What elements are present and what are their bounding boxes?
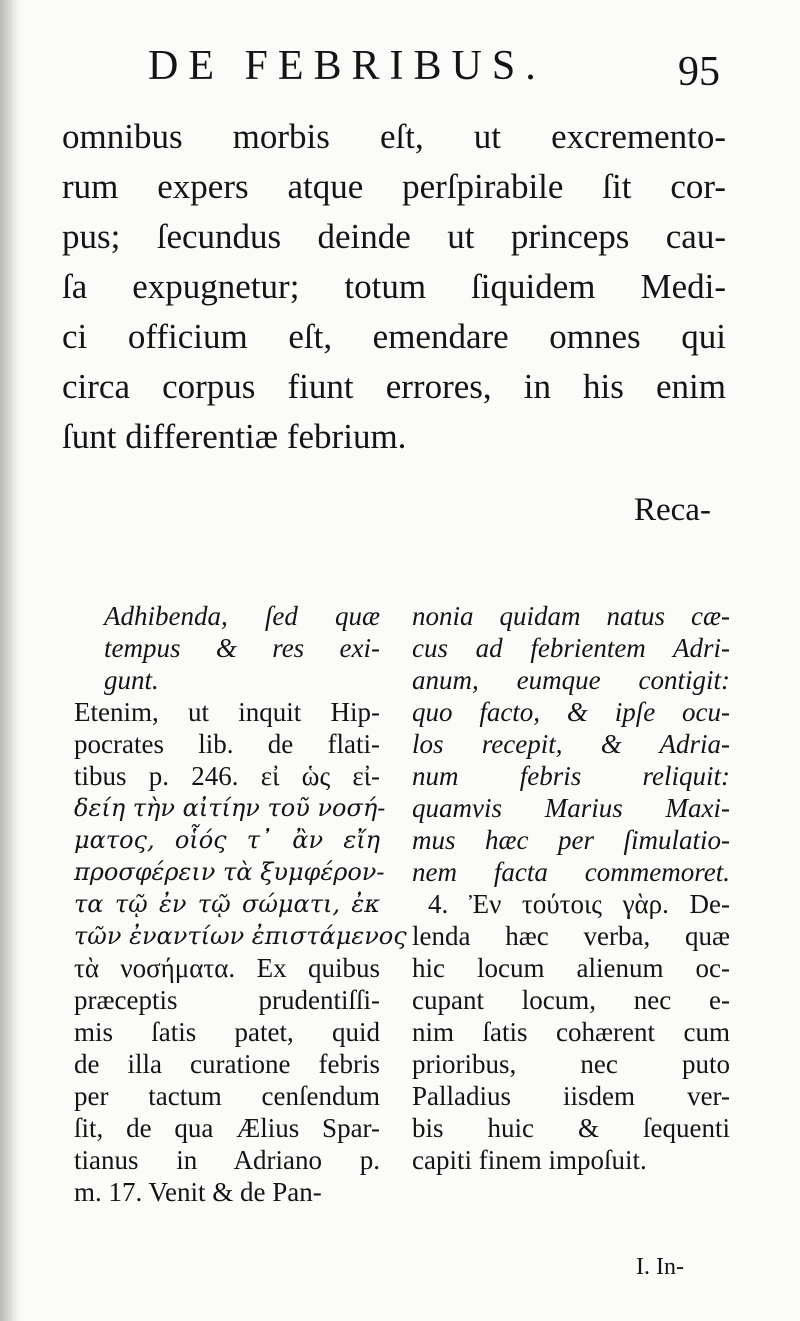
footer-catchword: I. In-: [636, 1254, 684, 1280]
note-line: τὰ νοσήματα. Ex quibus: [74, 953, 380, 983]
note-line: cus ad febrientem Adri-: [412, 633, 730, 663]
main-text-line: ſa expugnetur; totum ſiquidem Medi-: [62, 267, 726, 306]
note-line: gunt.: [104, 665, 159, 695]
note-line: pocrates lib. de flati-: [74, 729, 380, 759]
note-line: prioribus, nec puto: [412, 1049, 730, 1079]
note-line: nem facta commemoret.: [412, 857, 730, 887]
notes-left-column: [74, 600, 407, 1208]
note-line-greek: τῶν ἐναντίων ἐπιστάμενος: [74, 922, 407, 950]
note-line: 4. Ἐν τούτοις γὰρ. De-: [428, 889, 730, 919]
note-line: bis huic & ſequenti: [412, 1113, 730, 1143]
note-line: præceptis prudentiſſi-: [74, 985, 380, 1015]
note-line: Palladius iisdem ver-: [412, 1081, 730, 1111]
note-line: per tactum cenſendum: [74, 1081, 380, 1111]
main-text-line: pus; ſecundus deinde ut princeps cau-: [62, 217, 726, 256]
note-line: num febris reliquit:: [412, 761, 730, 791]
note-line-greek: δείη τὴν αἰτίην τοῦ νοσή-: [74, 794, 386, 822]
main-text-line: circa corpus fiunt errores, in his enim: [62, 367, 726, 406]
note-line: tibus p. 246. εἰ ὡς εἰ-: [74, 761, 380, 791]
main-text-line: ſunt differentiæ febrium.: [62, 417, 407, 456]
running-head: [0, 38, 800, 98]
note-line: cupant locum, nec e-: [412, 985, 730, 1015]
note-line: quo facto, & ipſe ocu-: [412, 697, 730, 727]
note-line: capiti finem impoſuit.: [412, 1145, 647, 1175]
note-line: mis ſatis patet, quid: [74, 1017, 380, 1047]
note-line-greek: ματος, οἷός τ᾽ ἂν εἴη: [74, 826, 380, 854]
note-line: Etenim, ut inquit Hip-: [74, 697, 380, 727]
note-line: hic locum alienum oc-: [412, 953, 730, 983]
running-title: DE FEBRIBUS.: [148, 43, 546, 89]
page-number: 95: [678, 49, 720, 95]
note-line: m. 17. Venit & de Pan-: [74, 1177, 322, 1207]
notes-right-column: [412, 600, 730, 1176]
note-line: lenda hæc verba, quæ: [412, 921, 730, 951]
note-line: nim ſatis cohærent cum: [412, 1017, 730, 1047]
catchword: Reca-: [634, 492, 711, 528]
note-line: de illa curatione febris: [74, 1049, 380, 1079]
main-text-line: omnibus morbis eſt, ut excremento-: [62, 117, 726, 156]
note-line: anum, eumque contigit:: [412, 665, 730, 695]
main-text-line: ci officium eſt, emendare omnes qui: [62, 317, 726, 356]
note-line: quamvis Marius Maxi-: [412, 793, 730, 823]
note-line: mus hæc per ſimulatio-: [412, 825, 730, 855]
note-line-greek: τα τῷ ἐν τῷ σώματι, ἐκ: [74, 890, 380, 918]
note-line: tianus in Adriano p.: [74, 1145, 380, 1175]
note-line: Adhibenda, ſed quæ: [104, 601, 380, 631]
page-gutter-shadow: [0, 0, 22, 1321]
note-line: tempus & res exi-: [104, 633, 380, 663]
note-line-greek: προσφέρειν τὰ ξυμφέρον-: [74, 858, 385, 886]
note-line: ſit, de qua Ælius Spar-: [74, 1113, 380, 1143]
note-line: nonia quidam natus cæ-: [412, 601, 730, 631]
note-line: los recepit, & Adria-: [412, 729, 730, 759]
main-text-block: [62, 112, 726, 462]
main-text-line: rum expers atque perſpirabile ſit cor-: [62, 167, 726, 206]
